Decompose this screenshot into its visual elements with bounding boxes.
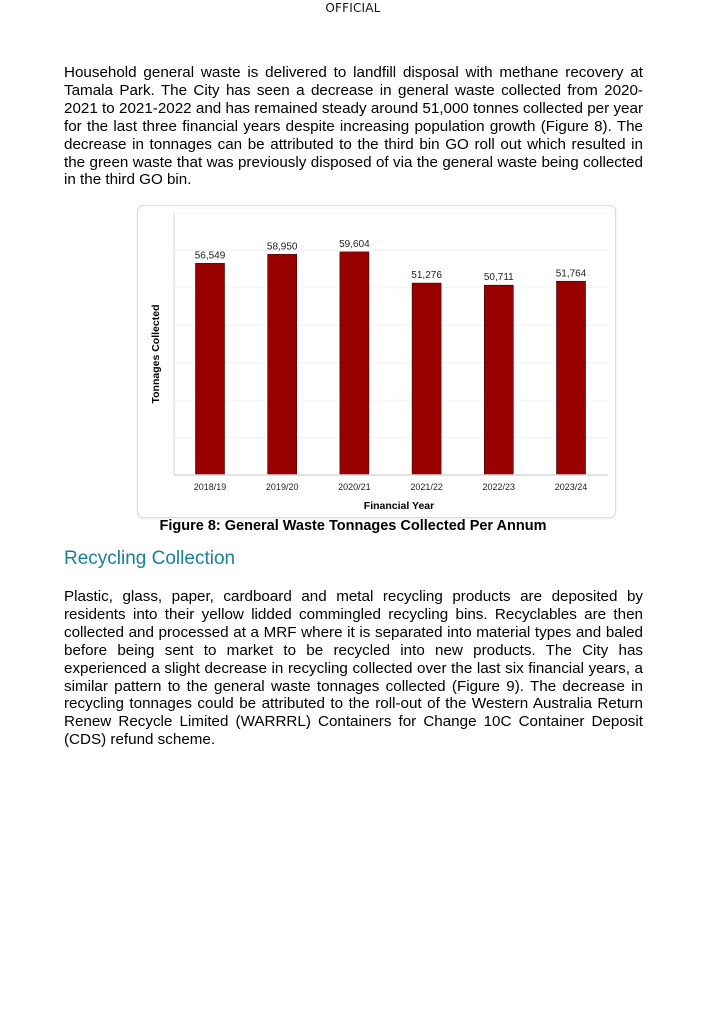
- paragraph-recycling: Plastic, glass, paper, cardboard and metal recycling products are deposited by residents into their yellow lidded commingled recycling bins. Recyclables are then collected and processed at a MRF where it is separated into material types and baled before being sent to market to be recycled into new products. The City has experienced a slight decrease in recycling collected over the last six financial years, a similar pattern to the general waste tonnages collected (Figure 9). The decrease in recycling tonnages could be attributed to the roll-out of the Western Australia Return Renew Recycle Limited (WARRRL) Containers for Change 10C Container Deposit (CDS) refund scheme.: [64, 588, 643, 749]
- y-axis-label: Tonnages Collected: [150, 304, 162, 404]
- data-label: 50,711: [483, 272, 514, 284]
- bar-2018-19: [196, 263, 225, 475]
- x-tick-label: 2023/24: [554, 482, 588, 492]
- x-tick-label: 2022/23: [482, 482, 516, 492]
- x-axis-label: Financial Year: [363, 500, 435, 512]
- data-label: 59,604: [339, 238, 370, 250]
- bar-2023-24: [557, 281, 586, 475]
- x-tick-label: 2018/19: [193, 482, 227, 492]
- figure-caption: Figure 8: General Waste Tonnages Collected Per Annum: [159, 518, 547, 534]
- bar-2022-23: [484, 285, 513, 475]
- data-label: 56,549: [194, 250, 226, 262]
- paragraph-general-waste: Household general waste is delivered to landfill disposal with methane recovery at Tamala Park. The City has seen a decrease in general waste collected from 2020-2021 to 2021-2022 and has remained steady around 51,000 tonnes collected per year for the last three financial years despite increasing population growth (Figure 8). The decrease in tonnages can be attributed to the third bin GO roll out which resulted in the green waste that was previously disposed of via the general waste being collected in the third GO bin.: [64, 64, 643, 189]
- data-label: 58,950: [266, 241, 298, 253]
- section-heading-recycling: Recycling Collection: [64, 548, 236, 569]
- x-tick-labels: [194, 482, 588, 492]
- bar-2021-22: [412, 283, 441, 475]
- x-tick-label: 2020/21: [338, 482, 371, 492]
- bar-2020-21: [340, 252, 369, 475]
- bar-2019-20: [268, 254, 297, 475]
- x-tick-label: 2021/22: [410, 482, 443, 492]
- x-tick-label: 2019/20: [265, 482, 299, 492]
- bar-chart-svg: [138, 206, 615, 517]
- data-label: 51,764: [555, 268, 587, 280]
- data-labels: [195, 239, 587, 283]
- bars: [196, 252, 586, 475]
- classification-header: OFFICIAL: [325, 1, 381, 15]
- figure-8-chart: [137, 205, 616, 518]
- data-label: 51,276: [411, 270, 442, 282]
- gridlines: [174, 213, 608, 438]
